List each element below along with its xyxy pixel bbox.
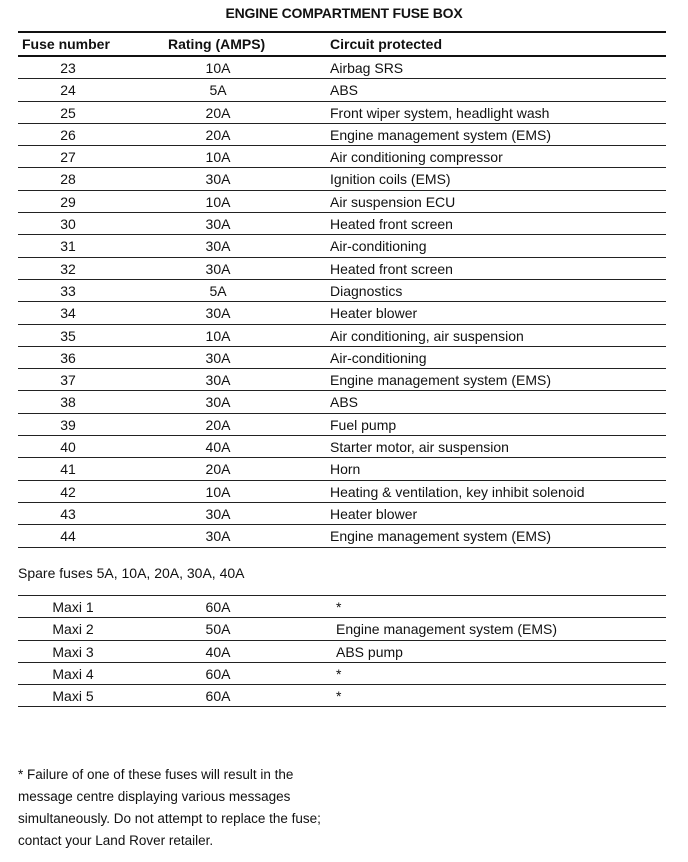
table-row — [18, 503, 666, 525]
circuit-protected: Ignition coils (EMS) — [330, 171, 451, 188]
table-row — [18, 146, 666, 168]
table-row — [18, 213, 666, 235]
header-rating: Rating (AMPS) — [168, 36, 266, 52]
circuit-protected: Diagnostics — [330, 282, 403, 299]
circuit-protected: * — [336, 599, 342, 615]
fuse-rating: 10A — [205, 327, 231, 344]
fuse-rating: 10A — [205, 483, 231, 500]
header-circuit: Circuit protected — [330, 36, 443, 52]
fuse-rating: 60A — [205, 665, 231, 682]
table-row — [18, 685, 666, 707]
fuse-rating: 40A — [205, 439, 231, 456]
fuse-number: Maxi 5 — [52, 688, 94, 705]
fuse-number: 32 — [60, 260, 76, 277]
fuse-rating: 30A — [205, 260, 231, 277]
fuse-number: 43 — [60, 505, 76, 522]
header-fuse-number: Fuse number — [22, 36, 110, 52]
table-row — [18, 436, 666, 458]
circuit-protected: Front wiper system, headlight wash — [330, 104, 550, 121]
fuse-number: 36 — [60, 349, 76, 366]
table-row — [18, 168, 666, 190]
table-row — [18, 458, 666, 480]
fuse-rating: 10A — [205, 60, 231, 76]
fuse-rating: 20A — [205, 416, 231, 433]
circuit-protected: Engine management system (EMS) — [330, 528, 551, 545]
circuit-protected: Air conditioning compressor — [330, 149, 503, 166]
fuse-rating: 50A — [205, 621, 231, 638]
table-row — [18, 481, 666, 503]
fuse-table — [18, 33, 666, 548]
fuse-number: 40 — [60, 439, 76, 456]
table-row — [18, 525, 666, 547]
table-row — [18, 79, 666, 101]
circuit-protected: Fuel pump — [330, 416, 397, 433]
circuit-protected: Engine management system (EMS) — [330, 372, 551, 389]
fuse-rating: 30A — [205, 372, 231, 389]
fuse-number: 26 — [60, 126, 76, 143]
fuse-number: 28 — [60, 171, 76, 188]
maxi-fuse-table — [18, 596, 666, 707]
fuse-number: 29 — [60, 193, 76, 210]
fuse-number: 23 — [60, 60, 76, 76]
fuse-number: 34 — [60, 305, 76, 322]
fuse-number: Maxi 2 — [52, 621, 94, 638]
table-row — [18, 302, 666, 324]
table-row — [18, 235, 666, 257]
fuse-number: 33 — [60, 282, 76, 299]
circuit-protected: Engine management system (EMS) — [330, 126, 551, 143]
footnote: * Failure of one of these fuses will result in the message centre displaying various messages simultaneously. Do not attempt to replace the fuse; contact your Land Rover retailer. — [18, 767, 321, 848]
fuse-rating: 60A — [205, 688, 231, 705]
table-row — [18, 57, 666, 79]
table-row — [18, 663, 666, 685]
table-header — [18, 33, 666, 57]
circuit-protected: Air conditioning, air suspension — [330, 327, 524, 344]
circuit-protected: * — [336, 665, 342, 682]
circuit-protected: Engine management system (EMS) — [336, 621, 557, 638]
table-row — [18, 347, 666, 369]
fuse-rating: 30A — [205, 528, 231, 545]
table-row — [18, 391, 666, 413]
fuse-rating: 20A — [205, 126, 231, 143]
fuse-rating: 40A — [205, 643, 231, 660]
fuse-rating: 30A — [205, 349, 231, 366]
table-row — [18, 369, 666, 391]
fuse-rating: 10A — [205, 149, 231, 166]
circuit-protected: Horn — [330, 461, 361, 478]
fuse-number: Maxi 3 — [52, 643, 94, 660]
fuse-number: 38 — [60, 394, 76, 411]
page-title: ENGINE COMPARTMENT FUSE BOX — [225, 5, 463, 21]
circuit-protected: Air-conditioning — [330, 349, 427, 366]
circuit-protected: Heating & ventilation, key inhibit solenoid — [330, 483, 585, 500]
table-row — [18, 596, 666, 618]
circuit-protected: Heated front screen — [330, 216, 453, 233]
fuse-rating: 30A — [205, 216, 231, 233]
fuse-number: 42 — [60, 483, 76, 500]
fuse-number: 37 — [60, 372, 76, 389]
fuse-rating: 10A — [205, 193, 231, 210]
spare-fuses-note: Spare fuses 5A, 10A, 20A, 30A, 40A — [18, 565, 245, 581]
circuit-protected: Airbag SRS — [330, 60, 404, 76]
table-row — [18, 414, 666, 436]
table-row — [18, 641, 666, 663]
fuse-rating: 30A — [205, 505, 231, 522]
table-row — [18, 124, 666, 146]
fuse-number: Maxi 1 — [52, 599, 94, 615]
fuse-rating: 5A — [209, 82, 227, 99]
fuse-rating: 30A — [205, 238, 231, 255]
circuit-protected: ABS — [330, 394, 359, 411]
fuse-number: 39 — [60, 416, 76, 433]
fuse-number: 41 — [60, 461, 76, 478]
fuse-number: Maxi 4 — [52, 665, 94, 682]
circuit-protected: Air suspension ECU — [330, 193, 456, 210]
circuit-protected: Heater blower — [330, 305, 418, 322]
circuit-protected: Starter motor, air suspension — [330, 439, 509, 456]
fuse-rows — [18, 57, 666, 548]
circuit-protected: Heated front screen — [330, 260, 453, 277]
table-row — [18, 258, 666, 280]
circuit-protected: Air-conditioning — [330, 238, 427, 255]
fuse-rating: 5A — [209, 282, 227, 299]
fuse-number: 31 — [60, 238, 76, 255]
table-row — [18, 618, 666, 640]
fuse-rating: 60A — [205, 599, 231, 615]
fuse-number: 27 — [60, 149, 76, 166]
circuit-protected: ABS — [330, 82, 359, 99]
maxi-rows — [18, 596, 666, 707]
table-row — [18, 191, 666, 213]
circuit-protected: ABS pump — [336, 643, 403, 660]
circuit-protected: Heater blower — [330, 505, 418, 522]
fuse-number: 25 — [60, 104, 76, 121]
table-row — [18, 102, 666, 124]
circuit-protected: * — [336, 688, 342, 705]
fuse-number: 35 — [60, 327, 76, 344]
fuse-number: 24 — [60, 82, 76, 99]
table-row — [18, 325, 666, 347]
fuse-rating: 20A — [205, 104, 231, 121]
fuse-rating: 30A — [205, 171, 231, 188]
fuse-rating: 30A — [205, 305, 231, 322]
table-row — [18, 280, 666, 302]
fuse-number: 44 — [60, 528, 76, 545]
fuse-rating: 20A — [205, 461, 231, 478]
fuse-number: 30 — [60, 216, 76, 233]
fuse-rating: 30A — [205, 394, 231, 411]
